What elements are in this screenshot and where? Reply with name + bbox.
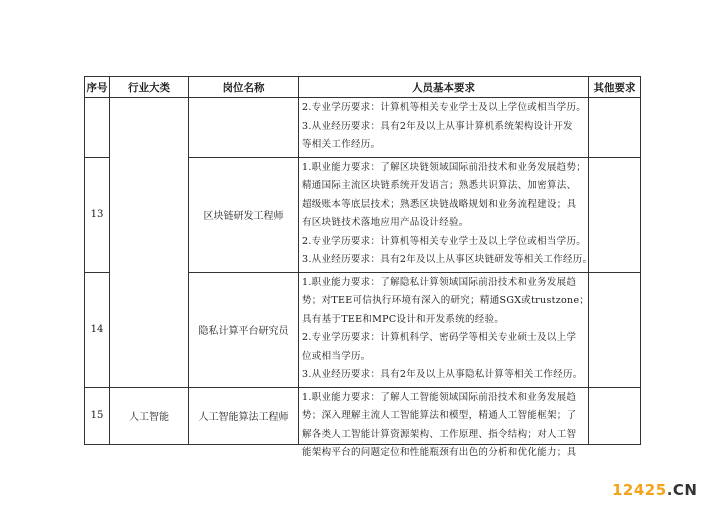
requirement-line: 2.专业学历要求：计算机等相关专业学士及以上学位或相当学历。 <box>302 235 587 247</box>
cell-no <box>85 98 110 158</box>
requirement-line: 2.专业学历要求：计算机科学、密码学等相关专业硕士及以上学 <box>302 332 577 343</box>
cell-requirements <box>299 98 589 158</box>
table-row <box>85 387 641 444</box>
requirement-line: 1.职业能力要求：了解人工智能领域国际前沿技术和业务发展趋 <box>302 391 577 403</box>
cell-position: 隐私计算平台研究员 <box>189 272 299 387</box>
header-requirements: 人员基本要求 <box>299 77 589 98</box>
requirement-line: 解各类人工智能计算资源架构、工作原理、指令结构；对人工智 <box>302 428 577 440</box>
requirement-line: 2.专业学历要求：计算机等相关专业学士及以上学位或相当学历。 <box>302 102 587 113</box>
table-header-row <box>85 77 641 98</box>
requirement-line: 3.从业经历要求：具有2年及以上从事计算机系统架构设计开发 <box>302 120 573 132</box>
requirement-line: 具有基于TEE和MPC设计和开发系统的经验。 <box>302 313 505 325</box>
header-other: 其他要求 <box>589 77 641 98</box>
requirement-line: 1.职业能力要求：了解隐私计算领域国际前沿技术和业务发展趋 <box>302 276 577 288</box>
cell-other <box>589 272 641 387</box>
requirement-line: 能架构平台的问题定位和性能瓶颈有出色的分析和优化能力；具 <box>302 447 577 458</box>
cell-requirements <box>299 157 593 272</box>
requirement-line: 3.从业经历要求：具有2年及以上从事隐私计算等相关工作经历。 <box>302 369 583 380</box>
cell-requirements <box>299 272 589 387</box>
requirement-line: 有区块链技术落地应用产品设计经验。 <box>302 217 469 228</box>
cell-category-merged <box>110 98 189 388</box>
requirement-line: 精通国际主流区块链系统开发语言；熟悉共识算法、加密算法、 <box>302 180 577 191</box>
cell-no: 13 <box>85 157 110 272</box>
requirements-table <box>84 76 641 458</box>
header-no: 序号 <box>85 77 110 98</box>
requirement-line: 势；对TEE可信执行环境有深入的研究；精通SGX或trustzone； <box>302 295 590 306</box>
cell-position <box>189 98 299 158</box>
cell-position: 区块链研发工程师 <box>189 157 299 272</box>
requirement-line: 超级账本等底层技术；熟悉区块链战略规划和业务流程建设；具 <box>302 198 577 210</box>
cell-position: 人工智能算法工程师 <box>189 387 299 444</box>
requirement-line: 3.从业经历要求：具有2年及以上从事区块链研发等相关工作经历。 <box>302 254 593 265</box>
cell-other <box>589 157 641 272</box>
requirement-line: 等相关工作经历。 <box>302 139 381 150</box>
cell-category: 人工智能 <box>110 387 189 444</box>
watermark-number: 12425 <box>612 481 667 499</box>
requirement-line: 位或相当学历。 <box>302 350 371 362</box>
requirement-line: 1.职业能力要求：了解区块链领域国际前沿技术和业务发展趋势； <box>302 161 587 173</box>
site-watermark <box>612 481 697 499</box>
cell-requirements <box>299 387 589 458</box>
header-category: 行业大类 <box>110 77 189 98</box>
watermark-dot: . <box>666 481 673 499</box>
cell-other <box>589 387 641 444</box>
table-row-continuation <box>85 98 641 158</box>
cell-no: 14 <box>85 272 110 387</box>
cell-no: 15 <box>85 387 110 444</box>
cell-other <box>589 98 641 158</box>
watermark-tld: CN <box>672 481 698 499</box>
requirement-line: 势；深入理解主流人工智能算法和模型，精通人工智能框架；了 <box>302 410 577 421</box>
header-position: 岗位名称 <box>189 77 299 98</box>
